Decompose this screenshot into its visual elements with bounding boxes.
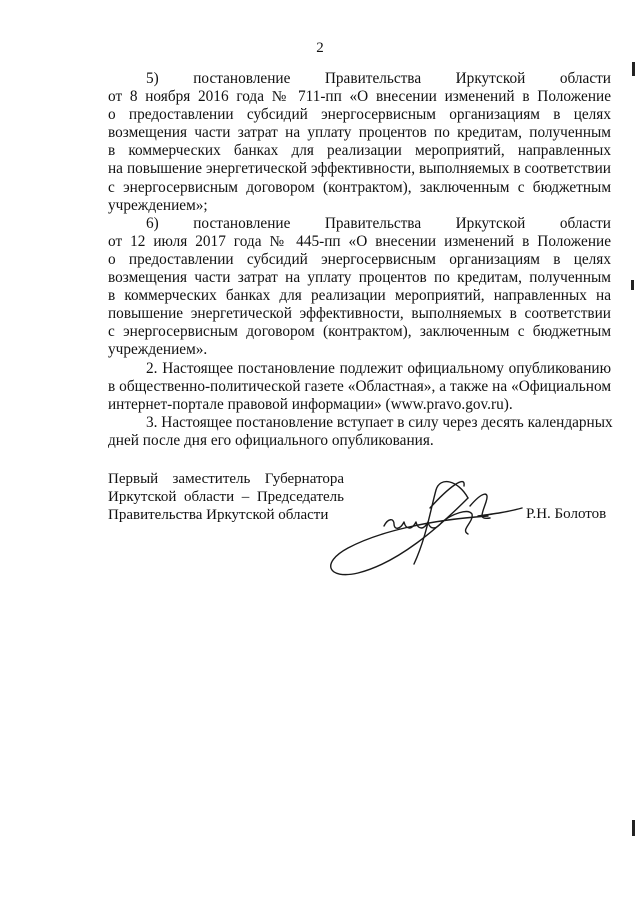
text-line: на повышение энергетической эффективности, выполняемых в соответствии	[108, 160, 611, 178]
heading-word: области	[559, 214, 611, 232]
item-number: 6)	[146, 214, 159, 232]
text-line: о предоставлении субсидий энергосервисным организациям в целях	[108, 250, 611, 268]
scan-edge-mark	[632, 62, 635, 76]
heading-word: Правительства	[324, 70, 422, 87]
list-item-6-heading	[108, 215, 611, 233]
text-line: 2. Настоящее постановление подлежит официальному опубликованию	[146, 359, 611, 377]
position-line: Иркутской области – Председатель	[108, 489, 344, 505]
text-line: с энергосервисным договором (контрактом), заключенным с бюджетным	[108, 178, 611, 196]
heading-word: области	[559, 70, 611, 87]
text-line: от 8 ноября 2016 года № 711-пп «О внесении изменений в Положение	[108, 88, 611, 106]
clause-3	[108, 414, 611, 450]
handwritten-signature	[318, 468, 528, 580]
text-line: в общественно-политической газете «Областная», а также на «Официальном	[108, 377, 611, 395]
document-body	[108, 70, 611, 450]
position-line: Первый заместитель Губернатора	[108, 471, 344, 487]
list-item-5-heading	[108, 70, 611, 88]
text-line: с энергосервисным договором (контрактом), заключенным с бюджетным	[108, 323, 611, 341]
scan-edge-mark	[632, 820, 635, 836]
heading-word: постановление	[193, 70, 291, 87]
list-item-5	[108, 70, 611, 215]
text-line: в коммерческих банках для реализации мероприятий, направленных	[108, 142, 611, 160]
text-line: учреждением».	[108, 341, 208, 359]
heading-word: Иркутской	[455, 70, 526, 87]
position-line: Правительства Иркутской области	[108, 507, 329, 523]
heading-word: Правительства	[324, 214, 422, 232]
text-line: о предоставлении субсидий энергосервисным организациям в целях	[108, 106, 611, 124]
page-number: 2	[316, 40, 324, 56]
heading-word: постановление	[193, 214, 291, 232]
scan-edge-mark	[631, 280, 634, 290]
text-line: возмещения части затрат на уплату процентов по кредитам, полученным	[108, 269, 611, 287]
list-item-6	[108, 215, 611, 360]
item-number: 5)	[146, 70, 159, 87]
text-line: повышение энергетической эффективности, выполняемых в соответствии	[108, 305, 611, 323]
text-line: от 12 июля 2017 года № 445-пп «О внесении изменений в Положение	[108, 232, 611, 250]
text-line: в коммерческих банках для реализации мероприятий, направленных на	[108, 287, 611, 305]
heading-word: Иркутской	[455, 214, 526, 232]
text-line: интернет-портале правовой информации» (www.pravo.gov.ru).	[108, 395, 513, 413]
signer-name: Р.Н. Болотов	[526, 506, 607, 522]
text-line: 3. Настоящее постановление вступает в силу через десять календарных	[146, 413, 613, 431]
text-line: дней после дня его официального опубликования.	[108, 431, 434, 449]
text-line: учреждением»;	[108, 196, 208, 214]
clause-2	[108, 360, 611, 414]
text-line: возмещения части затрат на уплату процентов по кредитам, полученным	[108, 124, 611, 142]
